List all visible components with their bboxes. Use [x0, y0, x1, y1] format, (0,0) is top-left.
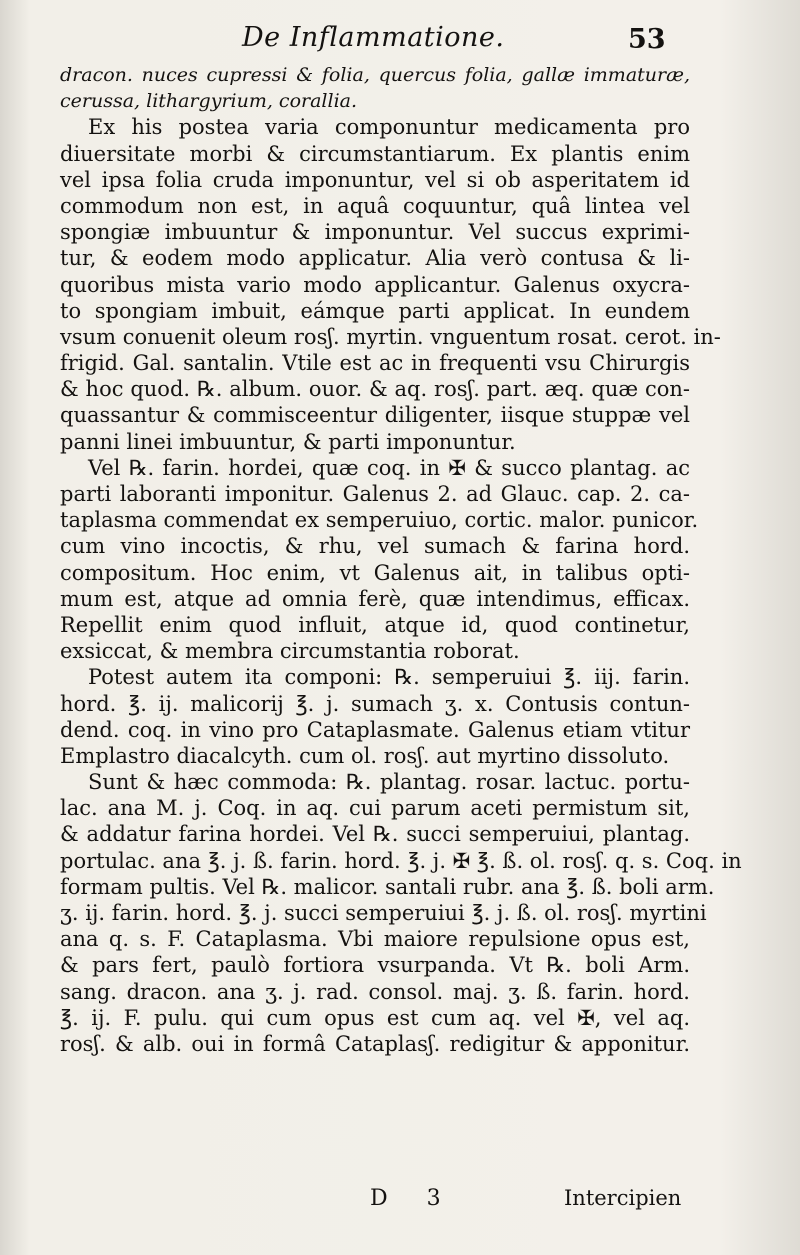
- text-line: Vel ℞. farin. hordei, quæ coq. in ✠ & succo plantag. ac: [88, 455, 690, 480]
- text-line: cum vino incoctis, & rhu, vel sumach & farina hord.: [60, 534, 690, 559]
- page-number: 53: [628, 24, 666, 55]
- text-line: taplasma commendat ex semperuiuo, cortic. malor. punicor.: [60, 508, 699, 533]
- text-line: rosʃ. & alb. oui in formâ Cataplasʃ. redigitur & apponitur.: [60, 1031, 690, 1056]
- text-line: hord. ℥. ij. malicorij ℥. j. sumach ʒ. x. Contusis contun-: [60, 691, 690, 716]
- text-line: diuersitate morbi & circumstantiarum. Ex plantis enim: [60, 141, 690, 166]
- text-line: to spongiam imbuit, eámque parti applicat. In eundem: [60, 298, 690, 323]
- text-line: formam pultis. Vel ℞. malicor. santali rubr. ana ℥. ß. boli arm.: [60, 874, 715, 899]
- running-title: De Inflammatione.: [242, 22, 505, 53]
- signature-mark: D 3: [370, 1186, 457, 1211]
- page-footer: [0, 1186, 800, 1220]
- text-line: lac. ana M. j. Coq. in aq. cui parum aceti permistum sit,: [60, 796, 690, 821]
- text-line: exsiccat, & membra circumstantia roborat.: [60, 639, 520, 664]
- text-line: vel ipsa folia cruda imponuntur, vel si ob asperitatem id: [60, 167, 690, 192]
- text-line: Emplastro diacalcyth. cum ol. rosʃ. aut myrtino dissoluto.: [60, 743, 670, 768]
- text-line: commodum non est, in aquâ coquuntur, quâ lintea vel: [60, 193, 690, 218]
- text-line: spongiæ imbuuntur & imponuntur. Vel succus exprimi-: [60, 220, 690, 245]
- text-line: sang. dracon. ana ʒ. j. rad. consol. maj. ʒ. ß. farin. hord.: [60, 979, 690, 1004]
- text-line: dend. coq. in vino pro Cataplasmate. Galenus etiam vtitur: [60, 717, 690, 742]
- text-line: & hoc quod. ℞. album. ouor. & aq. rosʃ. part. æq. quæ con-: [60, 377, 690, 402]
- text-line: cerussa, lithargyrium, corallia.: [60, 90, 358, 113]
- text-line: ʒ. ij. farin. hord. ℥. j. succi semperuiui ℥. j. ß. ol. rosʃ. myrtini: [60, 901, 707, 925]
- text-line: frigid. Gal. santalin. Vtile est ac in frequenti vsu Chirurgis: [60, 351, 690, 376]
- text-line: compositum. Hoc enim, vt Galenus ait, in talibus opti-: [60, 560, 690, 585]
- text-line: quoribus mista vario modo applicantur. Galenus oxycra-: [60, 272, 690, 297]
- page-header: [0, 18, 800, 58]
- text-line: Ex his postea varia componuntur medicamenta pro: [88, 115, 690, 140]
- text-line: & pars fert, paulò fortiora vsurpanda. Vt ℞. boli Arm.: [60, 953, 690, 978]
- text-line: vsum conuenit oleum rosʃ. myrtin. vnguentum rosat. cerot. in-: [60, 324, 721, 349]
- text-line: quassantur & commisceentur diligenter, iisque stuppæ vel: [60, 403, 690, 428]
- body-text: [60, 62, 742, 1057]
- text-line: dracon. nuces cupressi & folia, quercus folia, gallæ immaturæ,: [60, 64, 690, 86]
- text-line: ℥. ij. F. pulu. qui cum opus est cum aq. vel ✠, vel aq.: [60, 1005, 690, 1030]
- text-line: Potest autem ita componi: ℞. semperuiui ℥. iij. farin.: [88, 665, 690, 690]
- text-line: Sunt & hæc commoda: ℞. plantag. rosar. lactuc. portu-: [88, 770, 690, 795]
- text-line: tur, & eodem modo applicatur. Alia verò contusa & li-: [60, 246, 690, 271]
- text-line: & addatur farina hordei. Vel ℞. succi semperuiui, plantag.: [60, 822, 690, 847]
- text-line: mum est, atque ad omnia ferè, quæ intendimus, efficax.: [60, 586, 690, 611]
- text-line: panni linei imbuuntur, & parti imponuntur.: [60, 429, 516, 454]
- catchword: Intercipien: [564, 1186, 682, 1210]
- text-line: Repellit enim quod influit, atque id, quod continetur,: [60, 612, 690, 637]
- text-line: portulac. ana ℥. j. ß. farin. hord. ℥. j. ✠ ℥. ß. ol. rosʃ. q. s. Coq. in: [60, 848, 742, 873]
- text-line: parti laboranti imponitur. Galenus 2. ad Glauc. cap. 2. ca-: [60, 482, 690, 506]
- text-line: ana q. s. F. Cataplasma. Vbi maiore repulsione opus est,: [60, 927, 690, 952]
